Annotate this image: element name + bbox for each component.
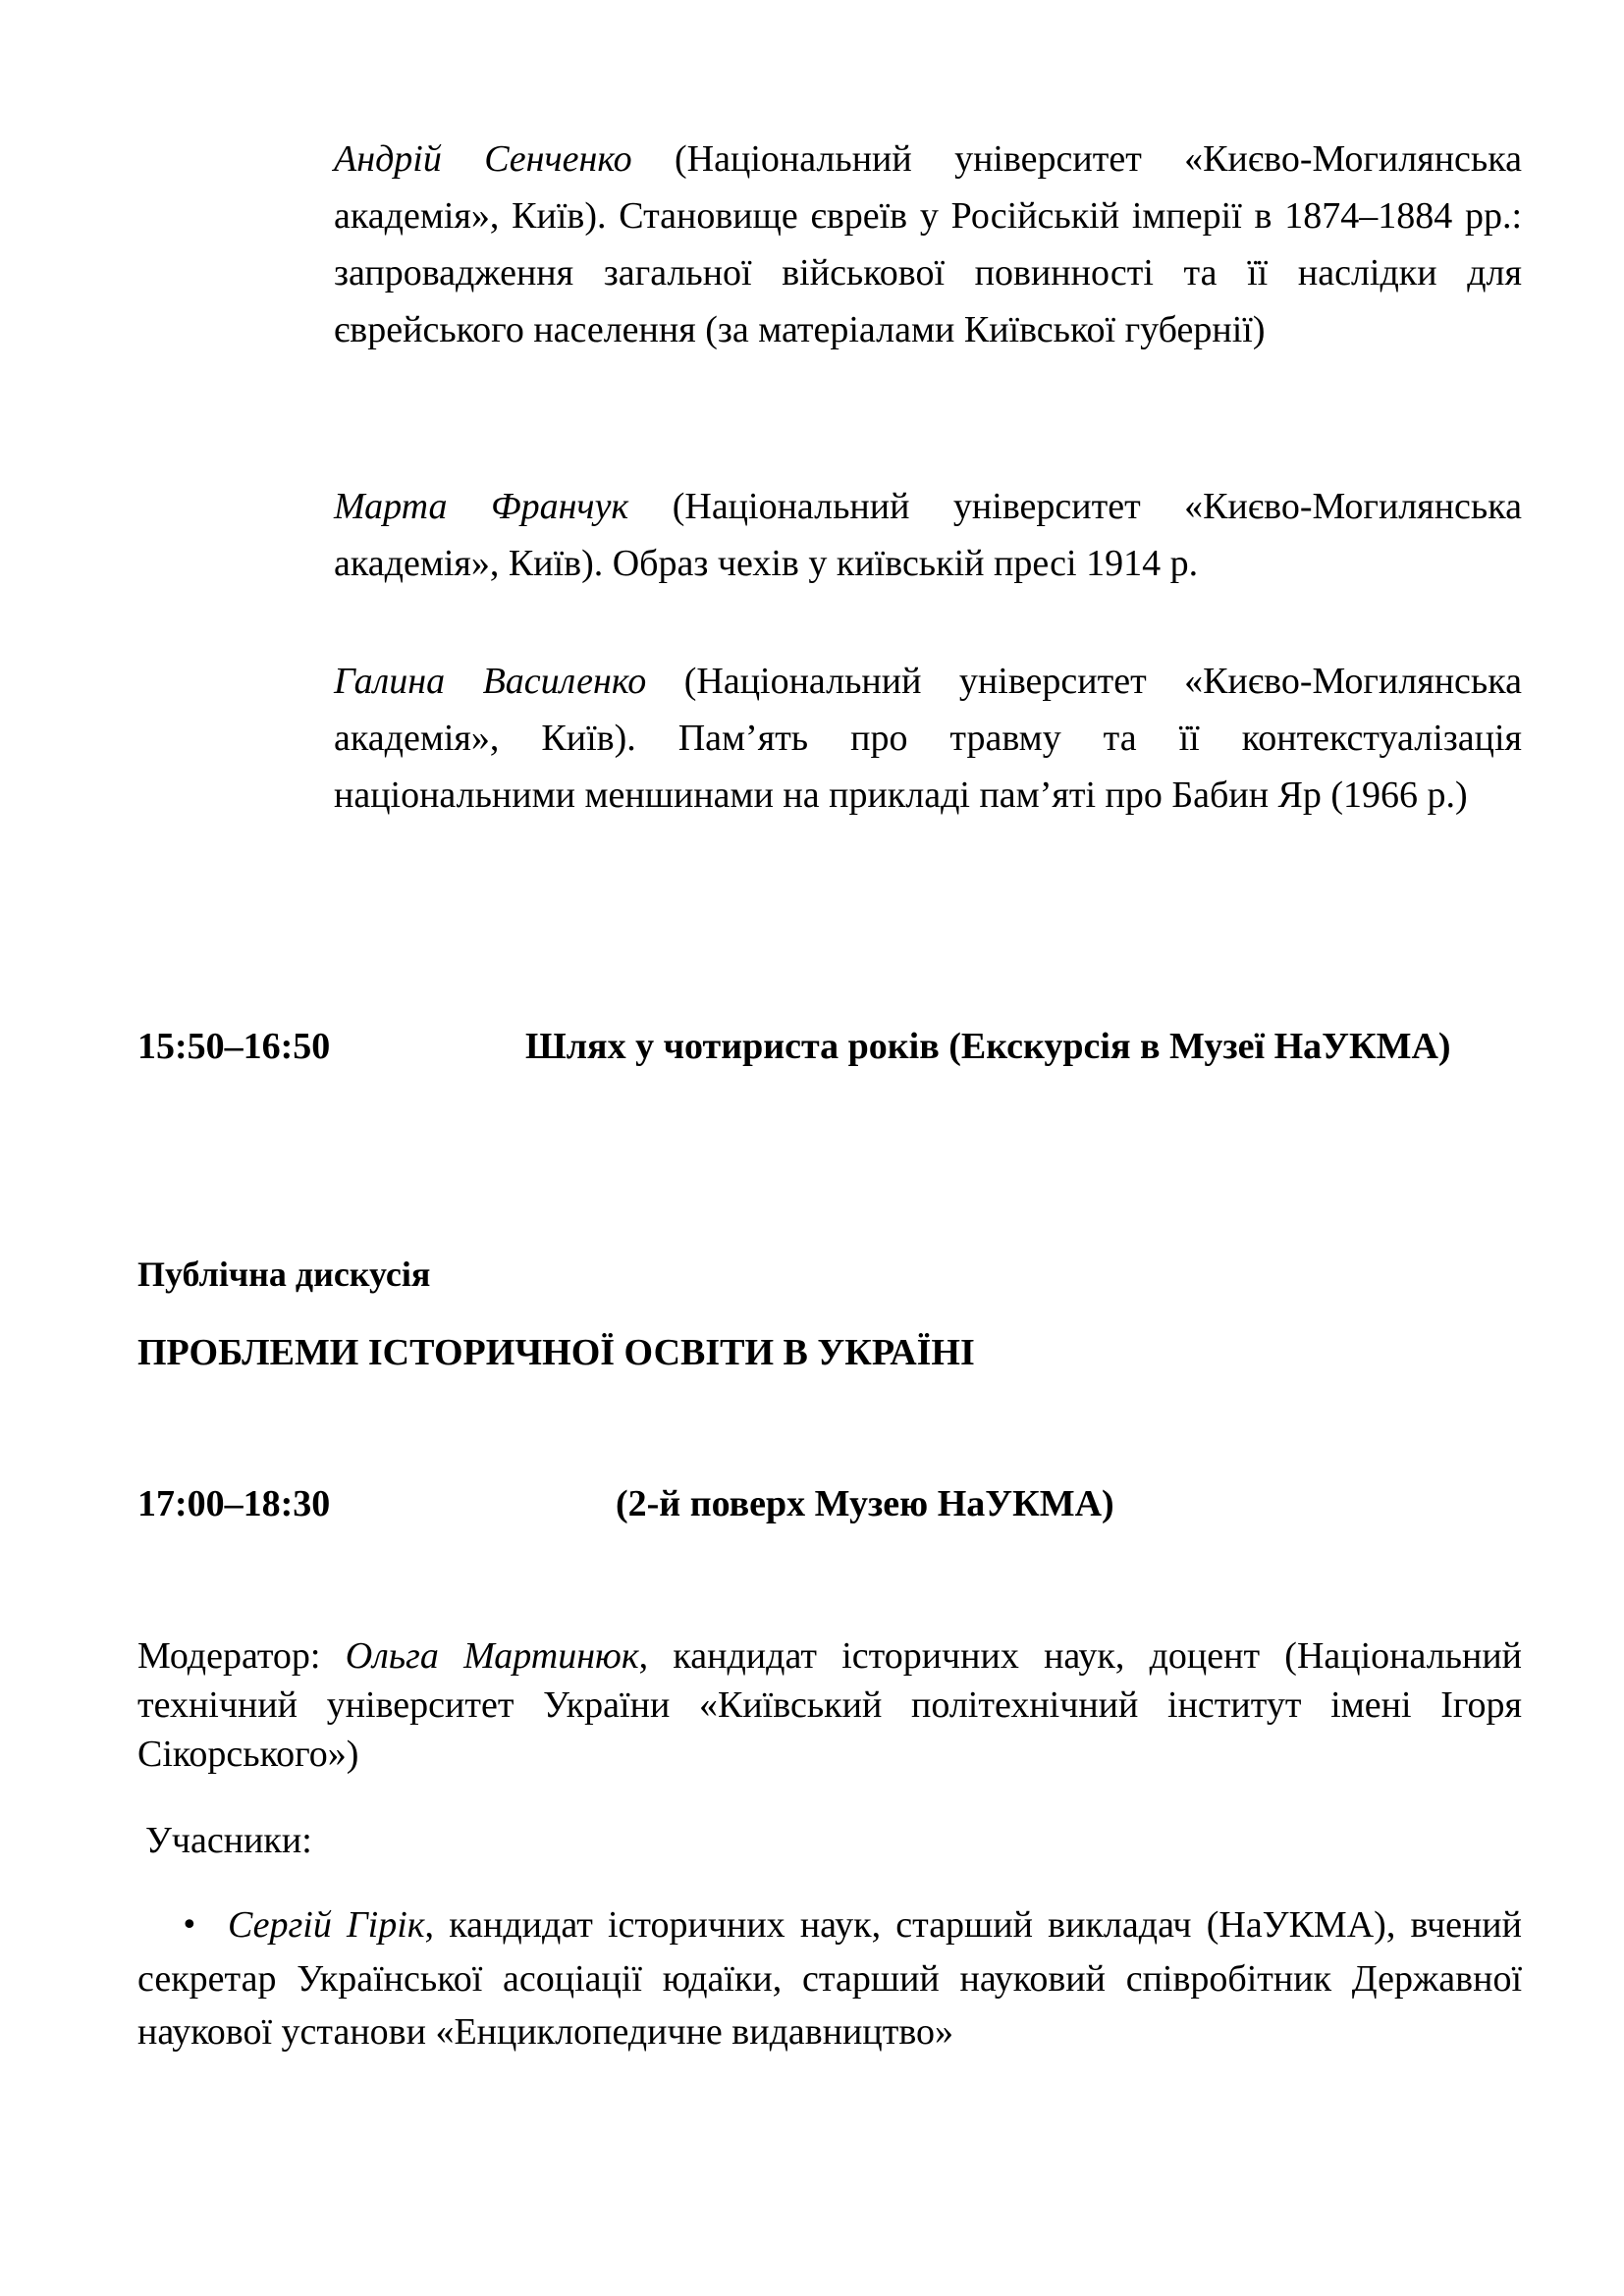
talk-author: Галина Василенко bbox=[334, 661, 647, 702]
discussion-time: 17:00–18:30 bbox=[137, 1483, 331, 1524]
discussion-kicker: Публічна дискусія bbox=[137, 1255, 431, 1294]
talk-entry bbox=[334, 478, 1522, 592]
talk-description: (Національний університет «Києво-Могилянська академія», Київ). Образ чехів у київській пресі 1914 р. bbox=[334, 486, 1523, 584]
talk-author: Андрій Сенченко bbox=[334, 138, 632, 180]
session-title: Шлях у чотириста років (Екскурсія в Музеї НаУКМА) bbox=[525, 1026, 1451, 1067]
session-time: 15:50–16:50 bbox=[137, 1026, 331, 1067]
participant-list-item bbox=[137, 1898, 1522, 2058]
discussion-location: (2-й поверх Музею НаУКМА) bbox=[616, 1483, 1114, 1524]
moderator-description: , кандидат історичних наук, доцент (Національний технічний університет України «Київський політехнічний інститут імені Ігоря Сікорського») bbox=[137, 1635, 1522, 1775]
moderator-name: Ольга Мартинюк bbox=[345, 1635, 639, 1677]
talk-author: Марта Франчук bbox=[334, 486, 629, 527]
talk-entry bbox=[334, 131, 1522, 358]
talk-description: (Національний університет «Києво-Могилянська академія», Київ). Становище євреїв у Російській імперії в 1874–1884 рр.: запровадження загальної військової повинності та її наслідки для єврейського населення (за матеріалами Київської губернії) bbox=[334, 138, 1522, 350]
moderator-label: Модератор: bbox=[137, 1635, 346, 1677]
discussion-heading: ПРОБЛЕМИ ІСТОРИЧНОЇ ОСВІТИ В УКРАЇНІ bbox=[137, 1332, 975, 1373]
moderator-paragraph bbox=[137, 1631, 1522, 1779]
talk-description: (Національний університет «Києво-Могилянська академія», Київ). Пам’ять про травму та її контекстуалізація національними меншинами на прикладі пам’яті про Бабин Яр (1966 р.) bbox=[334, 661, 1522, 816]
participant-name: Сергій Гірік bbox=[228, 1904, 425, 1946]
participant-description: , кандидат історичних наук, старший викладач (НаУКМА), вчений секретар Української асоціації юдаїки, старший науковий співробітник Державної наукової установи «Енциклопедичне видавництво» bbox=[137, 1904, 1522, 2053]
participants-label: Учасники: bbox=[145, 1820, 312, 1861]
talk-entry bbox=[334, 653, 1522, 824]
bullet-icon: • bbox=[181, 1908, 198, 1943]
